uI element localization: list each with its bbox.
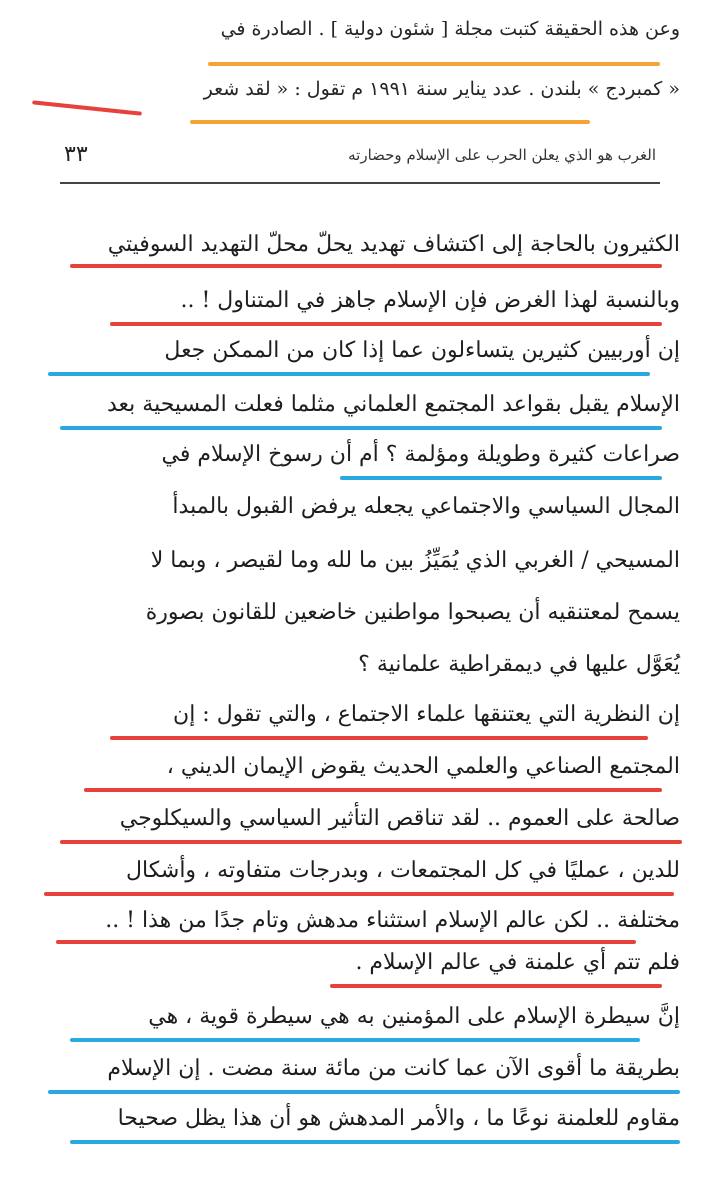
blue-underline <box>48 372 650 376</box>
text-line-1: الكثيرون بالحاجة إلى اكتشاف تهديد يحلّ محلّ التهديد السوفيتي <box>107 232 680 257</box>
orange-underline <box>190 120 590 124</box>
text-line-10: إن النظرية التي يعتنقها علماء الاجتماع ، والتي تقول : إن <box>173 702 680 727</box>
page-number: ٣٣ <box>64 142 88 167</box>
blue-underline <box>70 1140 680 1144</box>
text-line-18: مقاوم للعلمنة نوعًا ما ، والأمر المدهش هو أن هذا يظل صحيحا <box>117 1106 680 1131</box>
running-head: الغرب هو الذي يعلن الحرب على الإسلام وحضارته <box>348 146 656 164</box>
red-underline <box>84 788 662 792</box>
text-line-8: يسمح لمعتنقيه أن يصبحوا مواطنين خاضعين للقانون بصورة <box>145 600 680 625</box>
blue-underline <box>60 426 662 430</box>
text-line-17: بطريقة ما أقوى الآن عما كانت من مائة سنة مضت . إن الإسلام <box>107 1056 680 1081</box>
text-line-14: مختلفة .. لكن عالم الإسلام استثناء مدهش وتام جدًا من هذا ! .. <box>105 908 680 933</box>
text-line-15: فلم تتم أي علمنة في عالم الإسلام . <box>355 950 680 975</box>
text-line-12: صالحة على العموم .. لقد تناقص التأثير السياسي والسيكلوجي <box>119 806 680 831</box>
red-underline <box>44 892 674 896</box>
text-line-13: للدين ، عمليًا في كل المجتمعات ، وبدرجات متفاوته ، وأشكال <box>126 858 680 883</box>
text-line-6: المجال السياسي والاجتماعي يجعله يرفض القبول بالمبدأ <box>172 494 680 519</box>
previous-page-fragment <box>0 0 720 128</box>
book-page <box>0 128 720 1200</box>
red-underline <box>32 100 142 115</box>
text-line-7: المسيحي / الغربي الذي يُمَيِّزُ بين ما لله وما لقيصر ، وبما لا <box>150 548 680 573</box>
blue-underline <box>48 1090 680 1094</box>
text-line-9: يُعَوَّل عليها في ديمقراطية علمانية ؟ <box>358 652 680 677</box>
red-underline <box>330 984 662 988</box>
page-header <box>0 142 720 170</box>
fragment-line-1: وعن هذه الحقيقة كتبت مجلة [ شئون دولية ] . الصادرة في <box>220 18 680 40</box>
text-line-4: الإسلام يقبل بقواعد المجتمع العلماني مثلما فعلت المسيحية بعد <box>107 392 680 417</box>
text-line-5: صراعات كثيرة وطويلة ومؤلمة ؟ أم أن رسوخ الإسلام في <box>161 442 680 467</box>
orange-underline <box>208 62 660 66</box>
red-underline <box>56 940 636 944</box>
text-line-16: إنَّ سيطرة الإسلام على المؤمنين به هي سيطرة قوية ، هي <box>148 1004 680 1029</box>
red-underline <box>70 264 662 268</box>
text-line-3: إن أوربيين كثيرين يتساءلون عما إذا كان من الممكن جعل <box>164 338 680 363</box>
red-underline <box>110 322 662 326</box>
text-line-11: المجتمع الصناعي والعلمي الحديث يقوض الإيمان الديني ، <box>166 754 680 779</box>
blue-underline <box>340 476 662 480</box>
header-rule <box>60 182 660 184</box>
text-line-2: وبالنسبة لهذا الغرض فإن الإسلام جاهز في المتناول ! .. <box>180 288 680 313</box>
blue-underline <box>70 1038 640 1042</box>
fragment-line-2: « كمبردج » بلندن . عدد يناير سنة ١٩٩١ م تقول : « لقد شعر <box>203 78 680 100</box>
red-underline <box>60 840 682 844</box>
red-underline <box>110 736 648 740</box>
